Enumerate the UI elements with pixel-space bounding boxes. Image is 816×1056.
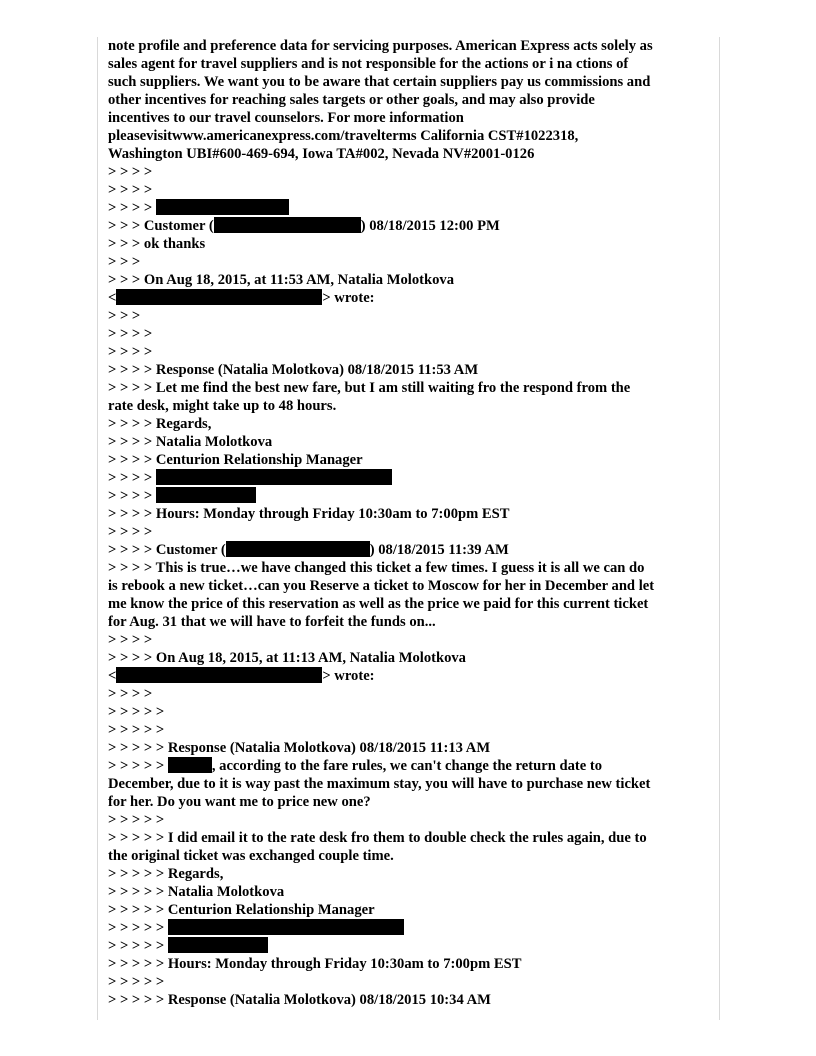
text-line: the original ticket was exchanged couple time. <box>108 848 394 864</box>
quote-prefix: > > > > > <box>108 920 165 936</box>
email-bracket: < <box>108 668 117 684</box>
text-line <box>108 667 712 685</box>
text-line: > > > > > Response (Natalia Molotkova) 08/18/2015 10:34 AM <box>108 992 491 1008</box>
text-line: > > > > Regards, <box>108 416 212 432</box>
text-line: > > > On Aug 18, 2015, at 11:53 AM, Natalia Molotkova <box>108 272 455 288</box>
quote-prefix: > > > > <box>108 200 153 216</box>
text-line: > > > > This is true…we have changed this ticket a few times. I guess it is all we can do <box>108 560 645 576</box>
text-line: > > > > > Regards, <box>108 866 224 882</box>
text-line: > > > > > Hours: Monday through Friday 10:30am to 7:00pm EST <box>108 956 522 972</box>
text-line: > > > > <box>108 686 153 702</box>
text-line: incentives to our travel counselors. For more information <box>108 110 464 126</box>
wrote-label: > wrote: <box>322 668 375 684</box>
redaction-bar <box>116 667 322 683</box>
text-line: pleasevisitwww.americanexpress.com/travelterms California CST#1022318, <box>108 128 579 144</box>
text-line: > > > <box>108 254 141 270</box>
text-line: sales agent for travel suppliers and is not responsible for the actions or i na ctions of <box>108 56 629 72</box>
redaction-bar <box>226 541 370 557</box>
quote-prefix: > > > > <box>108 470 153 486</box>
right-margin-rule <box>719 37 720 1020</box>
redaction-bar <box>116 289 322 305</box>
redaction-bar <box>214 217 361 233</box>
text-line: note profile and preference data for servicing purposes. American Express acts solely as <box>108 38 653 54</box>
message-timestamp: ) 08/18/2015 11:39 AM <box>369 542 509 558</box>
text-line: such suppliers. We want you to be aware that certain suppliers pay us commissions and <box>108 74 651 90</box>
text-line: > > > > > Response (Natalia Molotkova) 08/18/2015 11:13 AM <box>108 740 491 756</box>
text-line: > > > > > Natalia Molotkova <box>108 884 285 900</box>
text-line: December, due to it is way past the maximum stay, you will have to purchase new ticket <box>108 776 651 792</box>
text-line: > > > > > Centurion Relationship Manager <box>108 902 375 918</box>
wrote-label: > wrote: <box>322 290 375 306</box>
message-text: , according to the fare rules, we can't change the return date to <box>211 758 603 774</box>
text-line: > > > > <box>108 632 153 648</box>
text-line: > > > > > <box>108 722 165 738</box>
quote-prefix: > > > > > <box>108 758 165 774</box>
email-thread-body <box>108 37 712 1009</box>
text-line: > > > > > I did email it to the rate desk fro them to double check the rules again, due to <box>108 830 647 846</box>
text-line <box>108 541 712 559</box>
text-line: > > > > Hours: Monday through Friday 10:30am to 7:00pm EST <box>108 506 510 522</box>
text-line: > > > > <box>108 326 153 342</box>
text-line <box>108 919 712 937</box>
text-line: > > > > Natalia Molotkova <box>108 434 273 450</box>
text-line <box>108 757 712 775</box>
text-line <box>108 937 712 955</box>
left-margin-rule <box>97 37 98 1020</box>
text-line: > > > > <box>108 524 153 540</box>
text-line <box>108 487 712 505</box>
text-line: rate desk, might take up to 48 hours. <box>108 398 337 414</box>
redaction-bar <box>168 937 268 953</box>
message-timestamp: ) 08/18/2015 12:00 PM <box>360 218 500 234</box>
text-line: > > > > On Aug 18, 2015, at 11:13 AM, Natalia Molotkova <box>108 650 466 666</box>
redaction-bar <box>168 757 212 773</box>
text-line <box>108 469 712 487</box>
text-line: > > > > Let me find the best new fare, but I am still waiting fro the respond from the <box>108 380 631 396</box>
text-line: Washington UBI#600-469-694, Iowa TA#002, Nevada NV#2001-0126 <box>108 146 535 162</box>
text-line: > > > > <box>108 344 153 360</box>
text-line: > > > > <box>108 164 153 180</box>
text-line: > > > ok thanks <box>108 236 206 252</box>
text-line: > > > > > <box>108 704 165 720</box>
text-line: for Aug. 31 that we will have to forfeit the funds on... <box>108 614 436 630</box>
redaction-bar <box>156 469 392 485</box>
text-line <box>108 217 712 235</box>
text-line: for her. Do you want me to price new one? <box>108 794 371 810</box>
redaction-bar <box>156 487 256 503</box>
text-line: is rebook a new ticket…can you Reserve a ticket to Moscow for her in December and let <box>108 578 655 594</box>
redaction-bar <box>156 199 289 215</box>
quote-prefix: > > > > <box>108 488 153 504</box>
text-line <box>108 289 712 307</box>
text-line: > > > > > <box>108 974 165 990</box>
quote-prefix: > > > > Customer ( <box>108 542 226 558</box>
text-line: > > > > Response (Natalia Molotkova) 08/18/2015 11:53 AM <box>108 362 479 378</box>
text-line: > > > <box>108 308 141 324</box>
text-line: other incentives for reaching sales targets or other goals, and may also provide <box>108 92 595 108</box>
text-line: me know the price of this reservation as well as the price we paid for this current ticket <box>108 596 649 612</box>
text-line: > > > > <box>108 182 153 198</box>
text-line: > > > > Centurion Relationship Manager <box>108 452 363 468</box>
email-bracket: < <box>108 290 117 306</box>
text-line <box>108 199 712 217</box>
text-line: > > > > > <box>108 812 165 828</box>
quote-prefix: > > > > > <box>108 938 165 954</box>
redaction-bar <box>168 919 404 935</box>
quote-prefix: > > > Customer ( <box>108 218 214 234</box>
